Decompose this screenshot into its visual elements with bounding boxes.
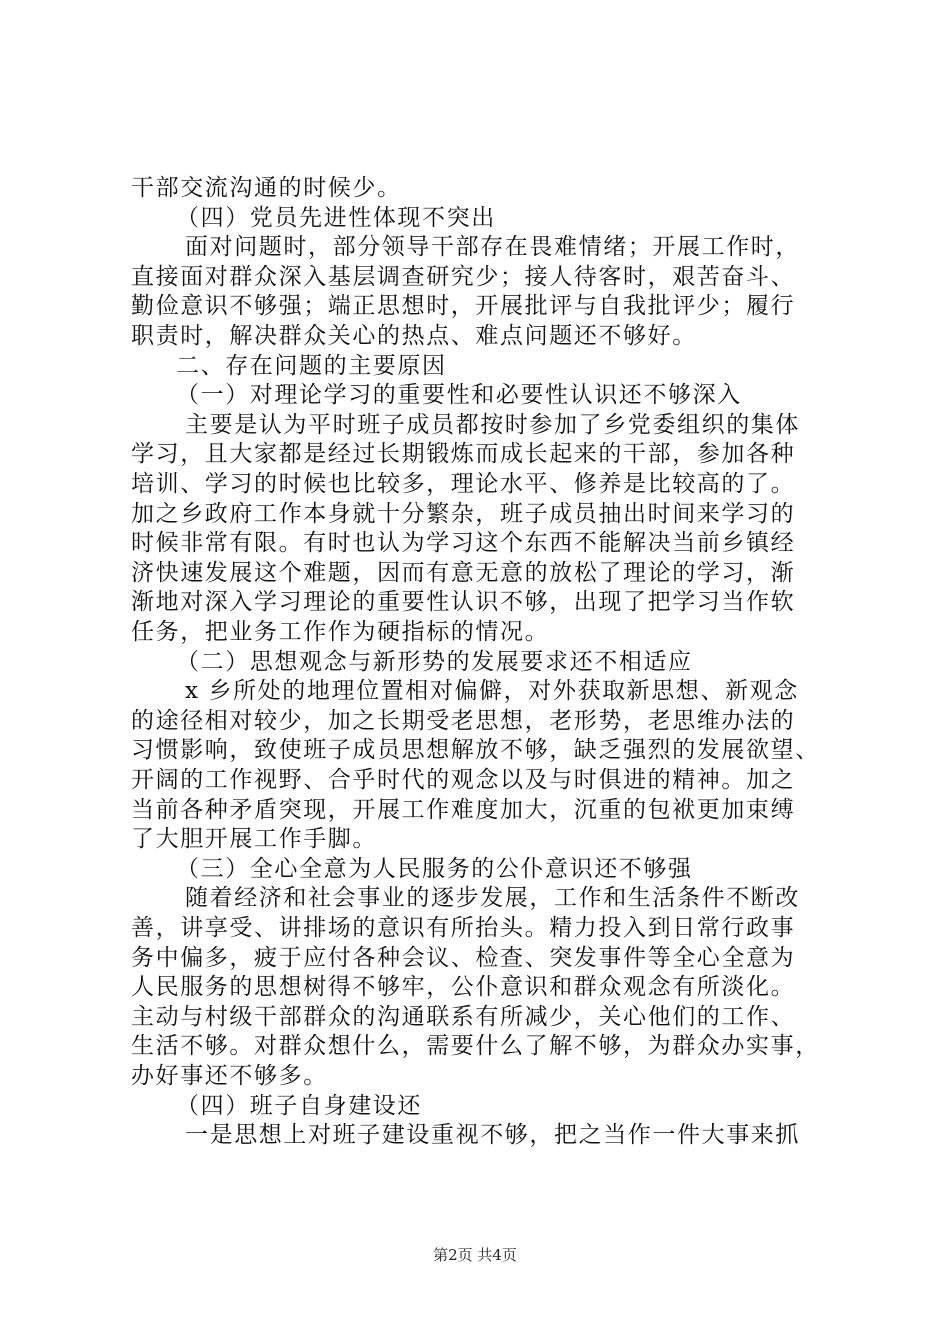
text-line: 学习，且大家都是经过长期锻炼而成长起来的干部，参加各种 xyxy=(131,441,796,467)
text-line: 的途径相对较少，加之长期受老思想，老形势，老思维办法的 xyxy=(131,708,796,734)
text-line: 加之乡政府工作本身就十分繁杂，班子成员抽出时间来学习的 xyxy=(131,501,796,527)
text-line: 勤俭意识不够强；端正思想时，开展批评与自我批评少；履行 xyxy=(131,293,796,319)
text-line: 人民服务的思想树得不够牢，公仆意识和群众观念有所淡化。 xyxy=(131,974,796,1000)
text-line: 主要是认为平时班子成员都按时参加了乡党委组织的集体 xyxy=(185,412,800,438)
text-line: 办好事还不够多。 xyxy=(131,1063,328,1089)
text-line: x 乡所处的地理位置相对偏僻，对外获取新思想、新观念 xyxy=(185,678,799,704)
text-line: 开阔的工作视野、合乎时代的观念以及与时俱进的精神。加之 xyxy=(131,767,796,793)
section-heading: （四）班子自身建设还 xyxy=(176,1093,422,1119)
text-line: 务中偏多，疲于应付各种会议、检查、突发事件等全心全意为 xyxy=(131,945,796,971)
text-line: 职责时，解决群众关心的热点、难点问题还不够好。 xyxy=(131,323,697,349)
text-line: 随着经济和社会事业的逐步发展，工作和生活条件不断改 xyxy=(185,885,800,911)
text-line: 了大胆开展工作手脚。 xyxy=(131,826,377,852)
section-heading: （四）党员先进性体现不突出 xyxy=(176,205,496,231)
text-line: 培训、学习的时候也比较多，理论水平、修养是比较高的了。 xyxy=(131,471,796,497)
text-line: 任务，把业务工作作为硬指标的情况。 xyxy=(131,619,550,645)
text-line: 时候非常有限。有时也认为学习这个东西不能解决当前乡镇经 xyxy=(131,530,796,556)
page-number-footer: 第2页 共4页 xyxy=(433,1246,517,1264)
text-line: 当前各种矛盾突现，开展工作难度加大，沉重的包袱更加束缚 xyxy=(131,797,796,823)
text-line: 面对问题时，部分领导干部存在畏难情绪；开展工作时， xyxy=(185,234,800,260)
text-line: 生活不够。对群众想什么，需要什么了解不够，为群众办实事， xyxy=(131,1033,820,1059)
section-heading: （二）思想观念与新形势的发展要求还不相适应 xyxy=(176,649,693,675)
text-line: 主动与村级干部群众的沟通联系有所减少，关心他们的工作、 xyxy=(131,1004,796,1030)
text-line: 干部交流沟通的时候少。 xyxy=(131,175,402,201)
section-heading: （一）对理论学习的重要性和必要性认识还不够深入 xyxy=(176,382,742,408)
text-line: 善，讲享受、讲排场的意识有所抬头。精力投入到日常行政事 xyxy=(131,915,796,941)
text-line: 习惯影响，致使班子成员思想解放不够，缺乏强烈的发展欲望、 xyxy=(131,737,820,763)
section-heading: 二、存在问题的主要原因 xyxy=(176,353,447,379)
text-line: 一是思想上对班子建设重视不够，把之当作一件大事来抓 xyxy=(185,1122,800,1148)
text-line: 直接面对群众深入基层调查研究少；接人待客时，艰苦奋斗、 xyxy=(131,264,796,290)
text-line: 渐地对深入学习理论的重要性认识不够，出现了把学习当作软 xyxy=(131,589,796,615)
section-heading: （三）全心全意为人民服务的公仆意识还不够强 xyxy=(176,856,693,882)
text-line: 济快速发展这个难题，因而有意无意的放松了理论的学习，渐 xyxy=(131,560,796,586)
